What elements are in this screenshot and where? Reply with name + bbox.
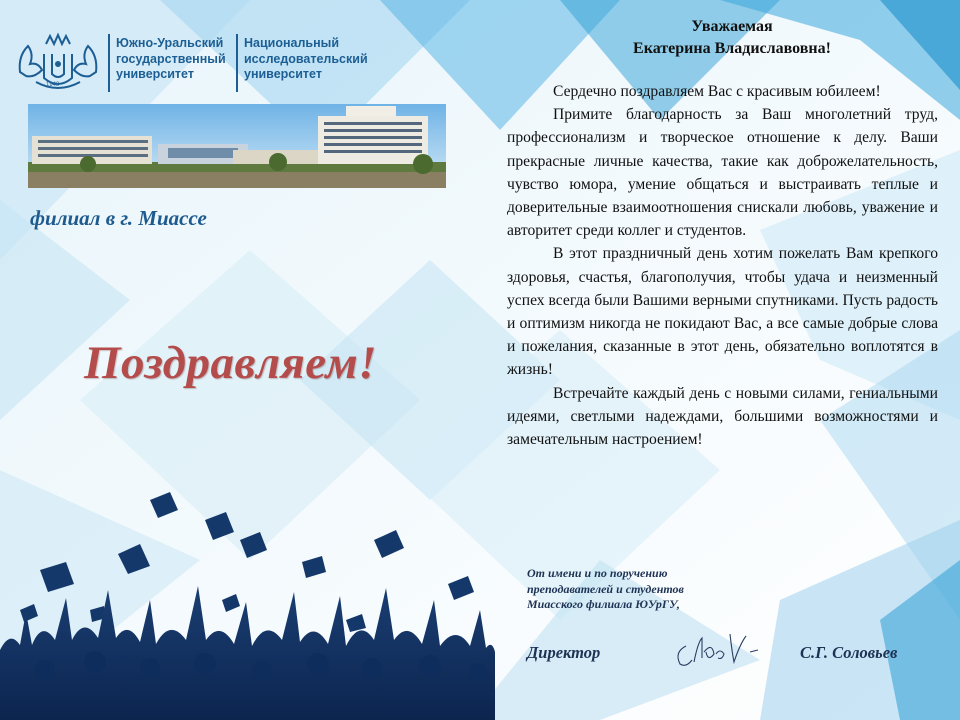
university-name: [116, 36, 226, 83]
letter-body: [507, 80, 938, 451]
university-logo: [16, 30, 456, 98]
university-name-line: университет: [116, 67, 194, 81]
university-status-line: Национальный: [244, 36, 340, 50]
logo-divider: [108, 34, 110, 92]
university-status-line: университет: [244, 67, 322, 81]
signer-role: Директор: [527, 643, 601, 662]
recipient-name: Екатерина Владиславовна!: [633, 40, 831, 57]
greeting-line: Уважаемая: [691, 18, 773, 35]
campus-photo: [28, 104, 446, 188]
logo-year: 1943: [46, 82, 60, 88]
signer-name: С.Г. Соловьев: [800, 643, 898, 662]
logo-divider: [236, 34, 238, 92]
signature-intro-line: От имени и по поручению: [527, 566, 668, 580]
headline: Поздравляем!: [84, 337, 377, 389]
signature-intro-line: преподавателей и студентов: [527, 581, 684, 596]
signature-intro: [527, 566, 684, 613]
graduates-silhouette-image: [0, 480, 495, 720]
university-status: [244, 36, 368, 83]
university-status-line: исследовательский: [244, 51, 368, 66]
branch-title: филиал в г. Миассе: [30, 206, 207, 230]
letter-paragraph: В этот праздничный день хотим пожелать Вам крепкого здоровья, счастья, благополучия, чтобы удача и неизменный успех всегда были Вашими верными спутниками. Пусть радость и оптимизм никогда не покидают Вас, а все самые добрые слова и пожелания, сказанные в этот день, обязательно воплотятся в жизнь!: [507, 245, 938, 379]
letter-paragraph: Сердечно поздравляем Вас с красивым юбилеем!: [553, 83, 881, 100]
handwritten-signature: [672, 628, 762, 674]
signature-intro-line: Миасского филиала ЮУрГУ,: [527, 597, 680, 611]
letter-paragraph: Встречайте каждый день с новыми силами, гениальными идеями, светлыми надеждами, большими возможностями и замечательным настроением!: [507, 384, 938, 449]
university-name-line: Южно-Уральский: [116, 36, 224, 50]
university-name-line: государственный: [116, 51, 226, 66]
letter-paragraph: Примите благодарность за Ваш многолетний труд, профессионализм и творческое отношение к делу. Ваши прекрасные личные качества, такие как доброжелательность, чувство юмора, умение общаться и выстраивать теплые и доверительные взаимоотношения снискали любовь, уважение и авторитет среди коллег и студентов.: [507, 106, 938, 240]
university-emblem-icon: [16, 32, 100, 98]
greeting: [512, 16, 952, 60]
